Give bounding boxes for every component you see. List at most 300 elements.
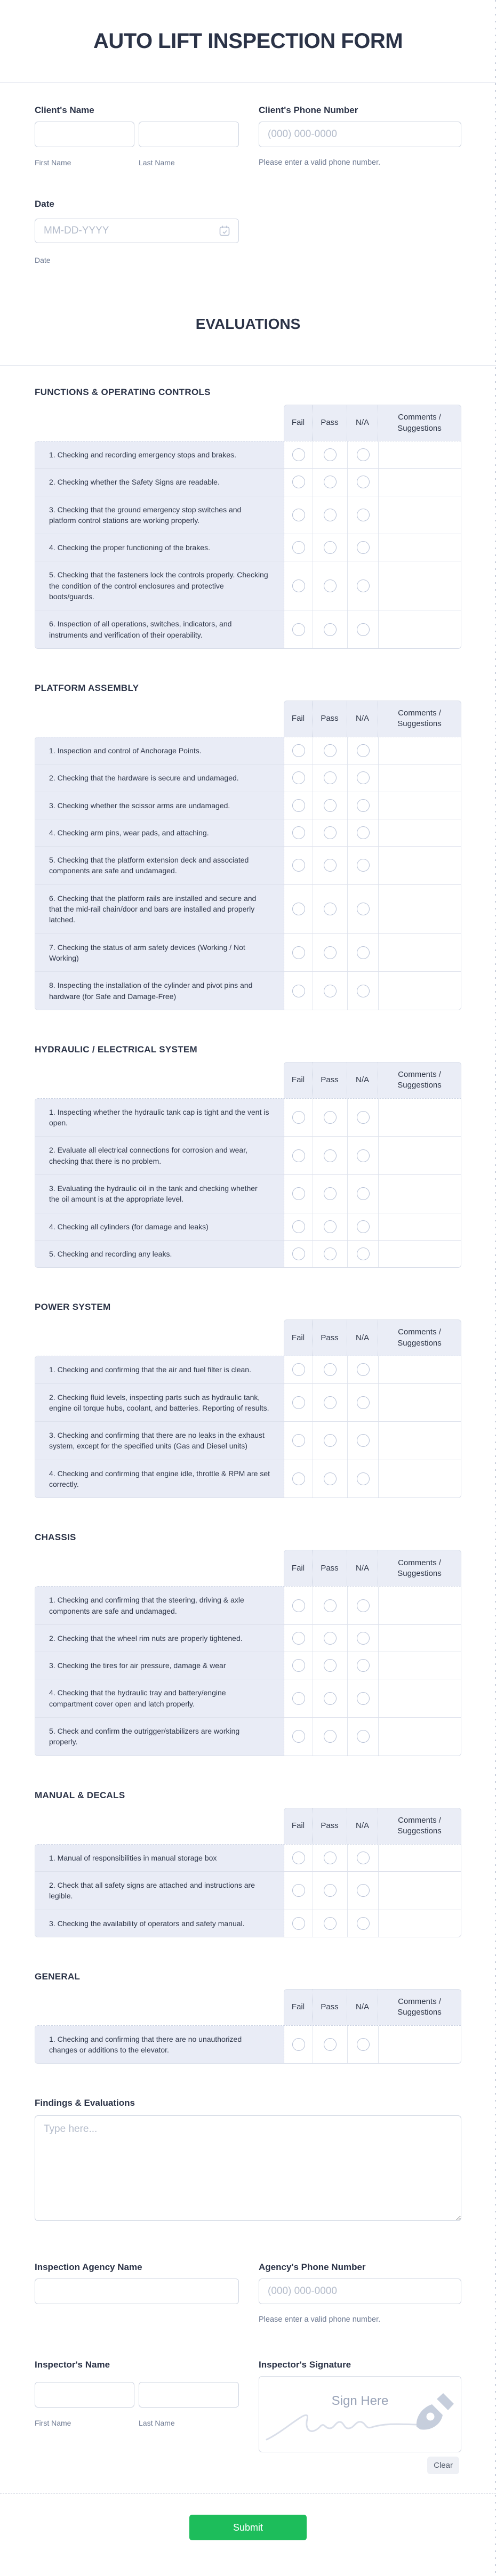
comment-cell[interactable]: [379, 1241, 461, 1267]
radio-pass[interactable]: [324, 1659, 337, 1672]
radio-cell-fail[interactable]: [284, 1137, 313, 1174]
radio-fail[interactable]: [292, 2038, 305, 2051]
column-header: Fail: [284, 1989, 313, 2025]
table-row: [35, 1174, 461, 1213]
comment-cell[interactable]: [379, 2026, 461, 2064]
comment-cell[interactable]: [379, 1099, 461, 1137]
comment-cell[interactable]: [379, 1679, 461, 1717]
radio-cell-pass[interactable]: [313, 1872, 348, 1910]
column-header: N/A: [347, 405, 378, 441]
radio-cell-pass[interactable]: [313, 534, 348, 561]
radio-cell-pass[interactable]: [313, 1175, 348, 1213]
submit-button[interactable]: Submit: [189, 2515, 307, 2540]
radio-cell-na[interactable]: [348, 1175, 379, 1213]
radio-pass[interactable]: [324, 771, 337, 784]
comment-cell[interactable]: [379, 792, 461, 819]
radio-pass[interactable]: [324, 903, 337, 915]
radio-pass[interactable]: [324, 859, 337, 872]
radio-cell-na[interactable]: [348, 885, 379, 933]
radio-pass[interactable]: [324, 1730, 337, 1743]
radio-na[interactable]: [357, 1659, 370, 1672]
radio-pass[interactable]: [324, 744, 337, 757]
radio-na[interactable]: [357, 623, 370, 636]
radio-na[interactable]: [357, 1111, 370, 1124]
comment-cell[interactable]: [379, 1137, 461, 1174]
radio-fail[interactable]: [292, 985, 305, 997]
radio-fail[interactable]: [292, 1472, 305, 1485]
matrix-table: [35, 1550, 461, 1756]
radio-fail[interactable]: [292, 541, 305, 554]
section-title: PLATFORM ASSEMBLY: [35, 682, 139, 693]
radio-fail[interactable]: [292, 903, 305, 915]
table-row: [35, 1679, 461, 1717]
radio-cell-na[interactable]: [348, 1213, 379, 1240]
radio-cell-pass[interactable]: [313, 1137, 348, 1174]
comment-cell[interactable]: [379, 496, 461, 534]
radio-na[interactable]: [357, 1187, 370, 1200]
radio-pass[interactable]: [324, 476, 337, 488]
radio-pass[interactable]: [324, 1149, 337, 1162]
column-header: Pass: [313, 1808, 347, 1844]
radio-pass[interactable]: [324, 1434, 337, 1447]
radio-cell-pass[interactable]: [313, 972, 348, 1010]
comment-cell[interactable]: [379, 847, 461, 884]
calendar-icon[interactable]: [219, 225, 230, 237]
client-phone-input[interactable]: [259, 122, 461, 147]
inspector-last-name-input[interactable]: [139, 2382, 239, 2408]
radio-cell-pass[interactable]: [313, 2026, 348, 2064]
table-header: [35, 1062, 461, 1098]
radio-cell-fail[interactable]: [284, 1652, 313, 1679]
radio-na[interactable]: [357, 2038, 370, 2051]
radio-cell-na[interactable]: [348, 1356, 379, 1383]
radio-fail[interactable]: [292, 1692, 305, 1705]
radio-cell-pass[interactable]: [313, 934, 348, 972]
findings-textarea[interactable]: [35, 2115, 461, 2221]
radio-pass[interactable]: [324, 1363, 337, 1376]
agency-name-field: [35, 2262, 239, 2324]
radio-cell-pass[interactable]: [313, 792, 348, 819]
radio-fail[interactable]: [292, 1111, 305, 1124]
radio-fail[interactable]: [292, 1434, 305, 1447]
radio-pass[interactable]: [324, 799, 337, 812]
radio-cell-na[interactable]: [348, 534, 379, 561]
agency-name-input[interactable]: [35, 2279, 239, 2304]
radio-cell-fail[interactable]: [284, 1845, 313, 1871]
table-row: [35, 1652, 461, 1679]
column-header: Fail: [284, 701, 313, 737]
comment-cell[interactable]: [379, 972, 461, 1010]
radio-fail[interactable]: [292, 476, 305, 488]
radio-fail[interactable]: [292, 448, 305, 461]
radio-cell-fail[interactable]: [284, 1872, 313, 1910]
radio-cell-pass[interactable]: [313, 1910, 348, 1937]
radio-pass[interactable]: [324, 1917, 337, 1930]
radio-cell-fail[interactable]: [284, 2026, 313, 2064]
radio-fail[interactable]: [292, 1220, 305, 1233]
comment-cell[interactable]: [379, 819, 461, 846]
radio-cell-na[interactable]: [348, 1137, 379, 1174]
comment-cell[interactable]: [379, 1872, 461, 1910]
radio-cell-na[interactable]: [348, 1679, 379, 1717]
radio-cell-fail[interactable]: [284, 737, 313, 764]
comment-cell[interactable]: [379, 1718, 461, 1756]
radio-fail[interactable]: [292, 579, 305, 592]
radio-fail[interactable]: [292, 1659, 305, 1672]
radio-na[interactable]: [357, 771, 370, 784]
table-header: [35, 1550, 461, 1586]
radio-pass[interactable]: [324, 1884, 337, 1897]
radio-na[interactable]: [357, 448, 370, 461]
radio-cell-pass[interactable]: [313, 1718, 348, 1756]
radio-pass[interactable]: [324, 1247, 337, 1260]
radio-pass[interactable]: [324, 509, 337, 521]
signature-pad[interactable]: [259, 2376, 461, 2452]
question-cell: 5. Checking and recording any leaks.: [35, 1241, 284, 1267]
radio-cell-fail[interactable]: [284, 819, 313, 846]
radio-fail[interactable]: [292, 1247, 305, 1260]
client-first-name-input[interactable]: [35, 122, 134, 147]
section-title: POWER SYSTEM: [35, 1302, 111, 1313]
radio-cell-pass[interactable]: [313, 1679, 348, 1717]
comment-cell[interactable]: [379, 469, 461, 495]
first-name-sublabel: First Name: [35, 158, 71, 167]
radio-cell-pass[interactable]: [313, 819, 348, 846]
comment-cell[interactable]: [379, 1384, 461, 1422]
comment-cell[interactable]: [379, 1625, 461, 1652]
radio-cell-pass[interactable]: [313, 737, 348, 764]
radio-cell-na[interactable]: [348, 1910, 379, 1937]
radio-cell-fail[interactable]: [284, 610, 313, 648]
table-header: [35, 405, 461, 441]
question-cell: 3. Checking and confirming that there are no leaks in the exhaust system, except for the specified units (Gas and Diesel units): [35, 1422, 284, 1460]
radio-cell-pass[interactable]: [313, 847, 348, 884]
radio-cell-na[interactable]: [348, 737, 379, 764]
radio-cell-fail[interactable]: [284, 934, 313, 972]
column-header: Comments / Suggestions: [378, 1319, 461, 1356]
radio-pass[interactable]: [324, 1472, 337, 1485]
radio-na[interactable]: [357, 1599, 370, 1612]
comment-cell[interactable]: [379, 534, 461, 561]
radio-cell-pass[interactable]: [313, 1241, 348, 1267]
radio-cell-pass[interactable]: [313, 1845, 348, 1871]
radio-na[interactable]: [357, 1247, 370, 1260]
comment-cell[interactable]: [379, 610, 461, 648]
radio-cell-fail[interactable]: [284, 1718, 313, 1756]
matrix-section: [35, 1790, 461, 1937]
radio-cell-fail[interactable]: [284, 972, 313, 1010]
inspector-first-name-input[interactable]: [35, 2382, 134, 2408]
signature-label: Inspector's Signature: [259, 2360, 351, 2370]
radio-cell-fail[interactable]: [284, 1910, 313, 1937]
table-row: [35, 1136, 461, 1174]
column-header: Pass: [313, 405, 347, 441]
radio-cell-pass[interactable]: [313, 1422, 348, 1460]
radio-cell-fail[interactable]: [284, 496, 313, 534]
comment-cell[interactable]: [379, 1460, 461, 1498]
comment-cell[interactable]: [379, 1845, 461, 1871]
radio-cell-fail[interactable]: [284, 792, 313, 819]
question-cell: 2. Checking that the wheel rim nuts are properly tightened.: [35, 1625, 284, 1652]
radio-cell-pass[interactable]: [313, 885, 348, 933]
radio-na[interactable]: [357, 579, 370, 592]
radio-cell-fail[interactable]: [284, 1175, 313, 1213]
radio-pass[interactable]: [324, 1851, 337, 1864]
radio-cell-na[interactable]: [348, 847, 379, 884]
radio-cell-pass[interactable]: [313, 1099, 348, 1137]
radio-pass[interactable]: [324, 2038, 337, 2051]
column-header: Fail: [284, 405, 313, 441]
radio-cell-fail[interactable]: [284, 469, 313, 495]
section-title: FUNCTIONS & OPERATING CONTROLS: [35, 387, 211, 397]
table-row: [35, 1871, 461, 1910]
question-cell: 4. Checking the proper functioning of the brakes.: [35, 534, 284, 561]
table-row: [35, 441, 461, 468]
column-header: Fail: [284, 1062, 313, 1098]
table-row: [35, 496, 461, 534]
date-input[interactable]: [35, 219, 239, 243]
radio-cell-na[interactable]: [348, 1845, 379, 1871]
radio-fail[interactable]: [292, 623, 305, 636]
radio-cell-fail[interactable]: [284, 1587, 313, 1624]
radio-fail[interactable]: [292, 1149, 305, 1162]
comment-cell[interactable]: [379, 1175, 461, 1213]
column-header: N/A: [347, 1062, 378, 1098]
radio-na[interactable]: [357, 476, 370, 488]
radio-cell-na[interactable]: [348, 441, 379, 468]
table-row: [35, 1383, 461, 1422]
radio-pass[interactable]: [324, 1396, 337, 1409]
radio-cell-pass[interactable]: [313, 1587, 348, 1624]
radio-cell-pass[interactable]: [313, 561, 348, 610]
radio-na[interactable]: [357, 1220, 370, 1233]
radio-na[interactable]: [357, 509, 370, 521]
comment-cell[interactable]: [379, 561, 461, 610]
comment-cell[interactable]: [379, 764, 461, 791]
radio-cell-fail[interactable]: [284, 561, 313, 610]
radio-fail[interactable]: [292, 1884, 305, 1897]
radio-pass[interactable]: [324, 946, 337, 959]
radio-cell-na[interactable]: [348, 764, 379, 791]
date-label: Date: [35, 199, 54, 209]
radio-cell-pass[interactable]: [313, 496, 348, 534]
radio-na[interactable]: [357, 1396, 370, 1409]
radio-na[interactable]: [357, 1472, 370, 1485]
radio-cell-pass[interactable]: [313, 1652, 348, 1679]
table-row: [35, 534, 461, 561]
radio-cell-pass[interactable]: [313, 469, 348, 495]
matrix-table: [35, 405, 461, 649]
question-cell: 6. Inspection of all operations, switches, indicators, and instruments and verification of their operability.: [35, 610, 284, 648]
radio-fail[interactable]: [292, 744, 305, 757]
radio-na[interactable]: [357, 985, 370, 997]
radio-pass[interactable]: [324, 623, 337, 636]
radio-fail[interactable]: [292, 1851, 305, 1864]
radio-cell-na[interactable]: [348, 2026, 379, 2064]
radio-fail[interactable]: [292, 1599, 305, 1612]
radio-cell-pass[interactable]: [313, 1356, 348, 1383]
radio-na[interactable]: [357, 1434, 370, 1447]
radio-pass[interactable]: [324, 1111, 337, 1124]
radio-cell-fail[interactable]: [284, 1213, 313, 1240]
radio-pass[interactable]: [324, 1187, 337, 1200]
column-header: Comments / Suggestions: [378, 405, 461, 441]
radio-na[interactable]: [357, 744, 370, 757]
evaluations-divider: [0, 365, 496, 366]
agency-phone-label: Agency's Phone Number: [259, 2262, 366, 2273]
comment-cell[interactable]: [379, 1356, 461, 1383]
column-header: N/A: [347, 1319, 378, 1356]
radio-na[interactable]: [357, 1730, 370, 1743]
comment-cell[interactable]: [379, 1213, 461, 1240]
matrix-section: [35, 1302, 461, 1498]
radio-pass[interactable]: [324, 448, 337, 461]
table-row: [35, 1845, 461, 1871]
radio-na[interactable]: [357, 1632, 370, 1645]
radio-cell-fail[interactable]: [284, 1384, 313, 1422]
radio-cell-fail[interactable]: [284, 764, 313, 791]
radio-cell-fail[interactable]: [284, 1679, 313, 1717]
radio-cell-na[interactable]: [348, 1460, 379, 1498]
radio-na[interactable]: [357, 826, 370, 839]
radio-cell-fail[interactable]: [284, 441, 313, 468]
radio-fail[interactable]: [292, 1187, 305, 1200]
radio-fail[interactable]: [292, 771, 305, 784]
radio-pass[interactable]: [324, 1632, 337, 1645]
question-cell: 1. Manual of responsibilities in manual storage box: [35, 1845, 284, 1871]
radio-fail[interactable]: [292, 509, 305, 521]
comment-cell[interactable]: [379, 441, 461, 468]
radio-fail[interactable]: [292, 1363, 305, 1376]
page-title: AUTO LIFT INSPECTION FORM: [93, 29, 403, 53]
radio-cell-pass[interactable]: [313, 1625, 348, 1652]
radio-na[interactable]: [357, 1851, 370, 1864]
radio-cell-na[interactable]: [348, 1099, 379, 1137]
radio-cell-na[interactable]: [348, 792, 379, 819]
radio-cell-na[interactable]: [348, 1422, 379, 1460]
inspector-last-name-sublabel: Last Name: [139, 2419, 175, 2428]
radio-pass[interactable]: [324, 541, 337, 554]
radio-pass[interactable]: [324, 985, 337, 997]
question-cell: 5. Checking that the platform extension deck and associated components are safe and undamaged.: [35, 847, 284, 884]
radio-na[interactable]: [357, 1149, 370, 1162]
radio-cell-pass[interactable]: [313, 1384, 348, 1422]
radio-fail[interactable]: [292, 1632, 305, 1645]
radio-fail[interactable]: [292, 1730, 305, 1743]
radio-cell-na[interactable]: [348, 1872, 379, 1910]
radio-na[interactable]: [357, 1363, 370, 1376]
question-cell: 4. Checking arm pins, wear pads, and attaching.: [35, 819, 284, 846]
column-header: Pass: [313, 1062, 347, 1098]
radio-cell-pass[interactable]: [313, 764, 348, 791]
radio-cell-fail[interactable]: [284, 885, 313, 933]
question-cell: 3. Checking that the ground emergency stop switches and platform control stations are working properly.: [35, 496, 284, 534]
question-cell: 1. Checking and confirming that the steering, driving & axle components are safe and undamaged.: [35, 1587, 284, 1624]
radio-pass[interactable]: [324, 826, 337, 839]
radio-fail[interactable]: [292, 1396, 305, 1409]
comment-cell[interactable]: [379, 885, 461, 933]
comment-cell[interactable]: [379, 934, 461, 972]
agency-phone-input[interactable]: [259, 2279, 461, 2304]
radio-na[interactable]: [357, 946, 370, 959]
signature-squiggle: [259, 2377, 461, 2452]
radio-cell-fail[interactable]: [284, 847, 313, 884]
radio-cell-na[interactable]: [348, 1587, 379, 1624]
radio-na[interactable]: [357, 1917, 370, 1930]
table-row: [35, 610, 461, 648]
table-header: [35, 1989, 461, 2025]
radio-cell-pass[interactable]: [313, 441, 348, 468]
radio-cell-pass[interactable]: [313, 1460, 348, 1498]
radio-cell-na[interactable]: [348, 1241, 379, 1267]
radio-cell-fail[interactable]: [284, 1625, 313, 1652]
radio-na[interactable]: [357, 1884, 370, 1897]
radio-cell-fail[interactable]: [284, 1099, 313, 1137]
radio-na[interactable]: [357, 903, 370, 915]
radio-cell-na[interactable]: [348, 1625, 379, 1652]
radio-cell-pass[interactable]: [313, 610, 348, 648]
comment-cell[interactable]: [379, 737, 461, 764]
radio-na[interactable]: [357, 859, 370, 872]
radio-cell-fail[interactable]: [284, 1356, 313, 1383]
question-cell: 3. Checking the availability of operators and safety manual.: [35, 1910, 284, 1937]
table-row: [35, 764, 461, 791]
radio-na[interactable]: [357, 799, 370, 812]
radio-cell-fail[interactable]: [284, 534, 313, 561]
radio-fail[interactable]: [292, 946, 305, 959]
radio-cell-na[interactable]: [348, 1718, 379, 1756]
comment-cell[interactable]: [379, 1652, 461, 1679]
radio-pass[interactable]: [324, 579, 337, 592]
radio-na[interactable]: [357, 541, 370, 554]
radio-cell-na[interactable]: [348, 1652, 379, 1679]
radio-cell-fail[interactable]: [284, 1460, 313, 1498]
client-name-label: Client's Name: [35, 105, 94, 115]
radio-cell-na[interactable]: [348, 1384, 379, 1422]
radio-pass[interactable]: [324, 1220, 337, 1233]
comment-cell[interactable]: [379, 1910, 461, 1937]
question-cell: 3. Checking whether the scissor arms are undamaged.: [35, 792, 284, 819]
radio-na[interactable]: [357, 1692, 370, 1705]
radio-cell-na[interactable]: [348, 496, 379, 534]
radio-cell-na[interactable]: [348, 561, 379, 610]
radio-fail[interactable]: [292, 859, 305, 872]
section-title: HYDRAULIC / ELECTRICAL SYSTEM: [35, 1044, 197, 1054]
radio-cell-fail[interactable]: [284, 1422, 313, 1460]
radio-fail[interactable]: [292, 1917, 305, 1930]
comment-cell[interactable]: [379, 1587, 461, 1624]
table-row: [35, 819, 461, 846]
radio-cell-na[interactable]: [348, 819, 379, 846]
client-last-name-input[interactable]: [139, 122, 239, 147]
radio-fail[interactable]: [292, 826, 305, 839]
radio-cell-na[interactable]: [348, 610, 379, 648]
radio-fail[interactable]: [292, 799, 305, 812]
radio-pass[interactable]: [324, 1692, 337, 1705]
radio-cell-pass[interactable]: [313, 1213, 348, 1240]
question-cell: 2. Checking whether the Safety Signs are readable.: [35, 469, 284, 495]
radio-cell-na[interactable]: [348, 469, 379, 495]
matrix-table: [35, 701, 461, 1010]
clear-button[interactable]: Clear: [427, 2457, 459, 2474]
radio-pass[interactable]: [324, 1599, 337, 1612]
findings-label: Findings & Evaluations: [35, 2098, 135, 2108]
comment-cell[interactable]: [379, 1422, 461, 1460]
radio-cell-na[interactable]: [348, 934, 379, 972]
radio-cell-na[interactable]: [348, 972, 379, 1010]
last-name-sublabel: Last Name: [139, 158, 175, 167]
radio-cell-fail[interactable]: [284, 1241, 313, 1267]
